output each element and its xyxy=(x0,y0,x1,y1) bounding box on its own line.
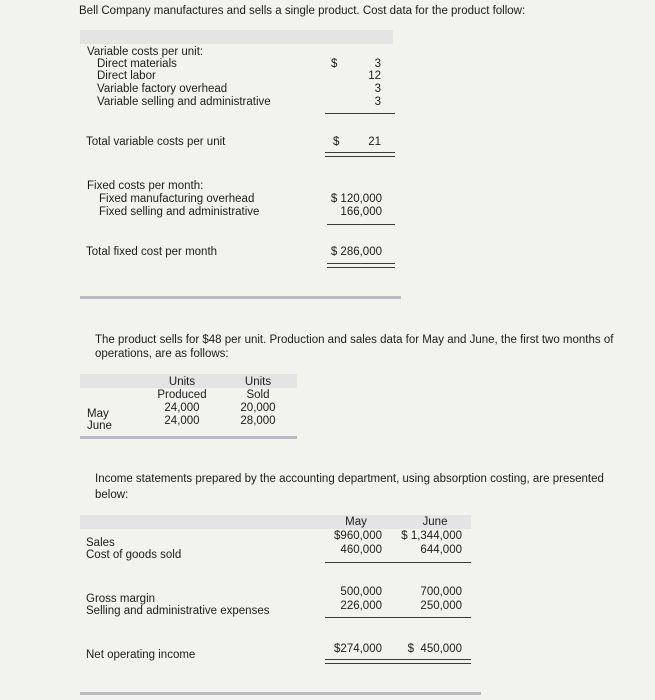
gross-margin-may: 500,000 xyxy=(340,586,382,598)
sales-label: Sales xyxy=(86,537,115,549)
income-text: Income statements prepared by the accounting department, using absorption costing, are presented below: xyxy=(95,473,604,501)
net-income-double-rule xyxy=(325,659,471,664)
col-june-header: June xyxy=(422,516,448,528)
cogs-june: 644,000 xyxy=(420,544,462,556)
table-header-band xyxy=(80,30,393,44)
may-sold: 20,000 xyxy=(240,402,276,414)
fixed-subtotal-rule xyxy=(327,224,395,225)
total-variable-currency: $ xyxy=(333,136,340,148)
fixed-manufacturing-value: $ 120,000 xyxy=(330,193,382,205)
cogs-label: Cost of goods sold xyxy=(86,549,182,561)
units-sold-header-line2: Sold xyxy=(246,389,270,401)
direct-materials-currency: $ xyxy=(331,58,338,70)
selling-admin-label: Selling and administrative expenses xyxy=(86,605,270,617)
june-produced: 24,000 xyxy=(164,415,200,427)
fixed-selling-value: 166,000 xyxy=(340,206,382,218)
total-fixed-value: $ 286,000 xyxy=(330,246,382,258)
total-variable-label: Total variable costs per unit xyxy=(86,136,226,148)
may-label: May xyxy=(87,408,109,420)
net-income-may: $274,000 xyxy=(334,643,382,655)
income-bottom-rule xyxy=(80,692,481,695)
june-sold: 28,000 xyxy=(240,415,276,427)
selling-admin-may: 226,000 xyxy=(340,600,382,612)
total-variable-value: 21 xyxy=(368,136,381,148)
fixed-selling-label: Fixed selling and administrative xyxy=(99,206,260,218)
variable-selling-value: 3 xyxy=(374,96,381,108)
sa-rule xyxy=(325,617,471,618)
net-income-june: $ 450,000 xyxy=(407,643,462,655)
direct-labor-label: Direct labor xyxy=(97,70,156,82)
direct-materials-value: 3 xyxy=(374,58,381,70)
col-may-header: May xyxy=(345,516,367,528)
total-fixed-label: Total fixed cost per month xyxy=(86,246,218,258)
direct-materials-label: Direct materials xyxy=(97,58,177,70)
variable-costs-heading: Variable costs per unit: xyxy=(87,46,204,58)
intro-text: Bell Company manufactures and sells a single product. Cost data for the product follow: xyxy=(79,5,526,17)
gross-margin-label: Gross margin xyxy=(86,593,156,605)
variable-overhead-value: 3 xyxy=(374,83,381,95)
fixed-costs-heading: Fixed costs per month: xyxy=(87,180,204,192)
fixed-manufacturing-label: Fixed manufacturing overhead xyxy=(99,193,255,205)
variable-overhead-label: Variable factory overhead xyxy=(97,83,228,95)
fixed-total-double-rule xyxy=(327,263,395,268)
total-double-rule xyxy=(325,152,395,157)
gross-margin-june: 700,000 xyxy=(420,586,462,598)
units-produced-header-line2: Produced xyxy=(157,389,207,401)
variable-selling-label: Variable selling and administrative xyxy=(97,96,271,108)
section-divider xyxy=(80,296,401,299)
production-bottom-rule xyxy=(80,436,297,439)
june-label: June xyxy=(87,420,112,432)
sales-june: $ 1,344,000 xyxy=(401,530,462,542)
net-income-label: Net operating income xyxy=(86,649,196,661)
subtotal-rule xyxy=(325,113,395,114)
cogs-rule xyxy=(325,562,471,563)
may-produced: 24,000 xyxy=(164,402,200,414)
units-sold-header-line1: Units xyxy=(244,376,272,388)
product-text: The product sells for $48 per unit. Production and sales data for May and June, the first two months of operations, are as follows: xyxy=(95,334,614,360)
cogs-may: 460,000 xyxy=(340,544,382,556)
units-produced-header-line1: Units xyxy=(168,376,196,388)
direct-labor-value: 12 xyxy=(368,70,381,82)
selling-admin-june: 250,000 xyxy=(420,600,462,612)
sales-may: $960,000 xyxy=(334,530,382,542)
